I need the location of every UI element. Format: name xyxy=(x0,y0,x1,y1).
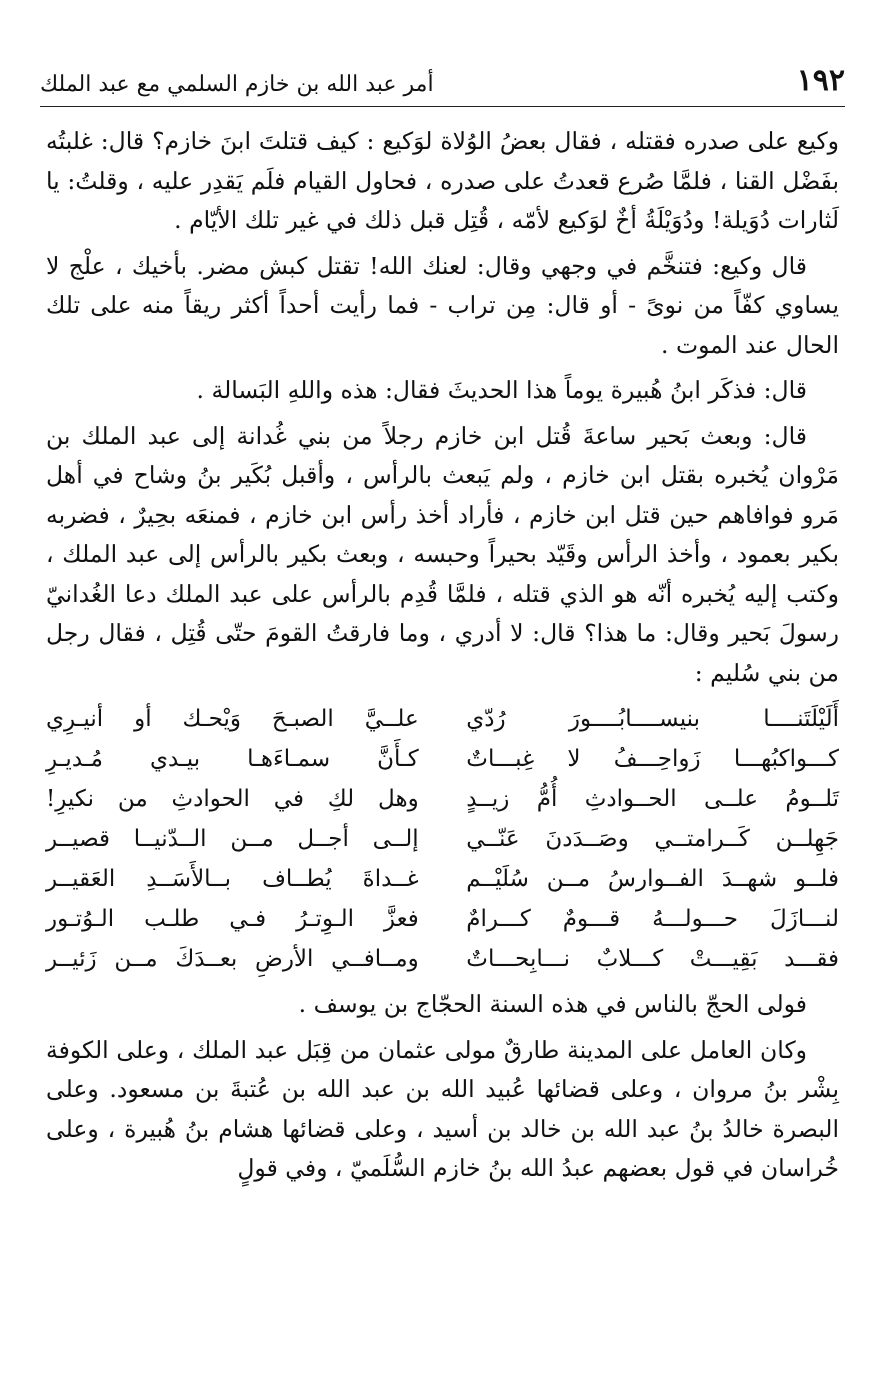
poem-first-hemistich: فقـــد بَقِيـــتْ كـــلابٌ نـــابِحـــاتٌ xyxy=(466,946,839,972)
page-number: ١٩٢ xyxy=(796,63,845,98)
poem-verse xyxy=(46,779,839,819)
poem-second-hemistich: كـأَنَّ سمـاءَهـا بيـدي مُـديـرِ xyxy=(46,746,419,772)
paragraph: وكيع على صدره فقتله ، فقال بعضُ الوُلاة لوَكيع : كيف قتلتَ ابنَ خازم؟ قال: غلبتُه بفَضْل القنا ، فلمَّا صُرع قعدتُ على صدره ، فحاول القيام فلَم يَقدِر عليه ، وقلتُ: يا لَثارات دُوَيلة! ودُوَيْلَةُ أخٌ لوَكيع لأمّه ، قُتِل قبل ذلك في غير تلك الأيّام . xyxy=(46,127,839,234)
poem-first-hemistich: كـــواكبُهـــا زَواحِـــفُ لا غِبـــاتٌ xyxy=(466,746,839,772)
poem-verse xyxy=(46,739,839,779)
poem-first-hemistich: لنـــازَلَ حـــولـــهُ قـــومٌ كـــرامٌ xyxy=(466,906,839,932)
poem-verse xyxy=(46,699,839,739)
poem-second-hemistich: غــداةَ يُطــاف بــالأَسَــدِ العَقيــر xyxy=(46,866,419,892)
paragraph: قال: وبعث بَحير ساعةَ قُتل ابن خازم رجلاً من بني غُدانة إلى عبد الملك بن مَرْوان يُخبره بقتل ابن خازم ، ولم يَبعث بالرأس ، وأقبل بُكَير بنُ وشاح في أهل مَرو فوافاهم حين قتل ابن خازم ، فأراد أخذ رأس ابن خازم ، فمنعَه بحِيرٌ ، فضربه بكير بعمود ، وأخذ الرأس وقَيّد بحيراً وحبسه ، وبعث بكير بالرأس إلى عبد الملك ، وكتب إليه يُخبره أنّه هو الذي قتله ، فلمَّا قُدِم بالرأس على عبد الملك دعا الغُدانيّ رسولَ بَحير وقال: ما هذا؟ قال: لا أدري ، وما فارقتُ القومَ حتّى قُتِل ، فقال رجل من بني سُليم : xyxy=(46,421,839,687)
poem-second-hemistich: إلــى أجــل مــن الــدّنيــا قصيــر xyxy=(46,826,419,852)
paragraph: فولى الحجّ بالناس في هذه السنة الحجّاج بن يوسف . xyxy=(298,990,807,1018)
poem-second-hemistich: ومــافــي الأرضِ بعــدَكَ مــن زَئيــر xyxy=(46,946,419,972)
poem-verse xyxy=(46,899,839,939)
poem-verse xyxy=(46,819,839,859)
poem-second-hemistich: علــيَّ الصبـحَ وَيْحـك أو أنيـرِي xyxy=(46,706,419,732)
poem-first-hemistich: أَلَيْلَتَنــــا بنيســــابُــــورَ رُدّي xyxy=(466,706,839,732)
header-rule xyxy=(40,106,845,107)
poem-verse xyxy=(46,939,839,979)
poem-first-hemistich: فلــو شهــدَ الفــوارسُ مــن سُلَيْــم xyxy=(466,866,839,892)
paragraph: قال: فذكَر ابنُ هُبيرة يوماً هذا الحديثَ فقال: هذه واللهِ البَسالة . xyxy=(196,376,807,404)
paragraph: وكان العامل على المدينة طارقٌ مولى عثمان من قِبَل عبد الملك ، وعلى الكوفة بِشْر بنُ مروان ، وعلى قضائها عُبيد الله بن عبد الله بن عُتبةَ بن مسعود. وعلى البصرة خالدُ بنُ عبد الله بن خالد بن أسيد ، وعلى قضائها هشام بنُ هُبيرة ، وعلى خُراسان في قول بعضهم عبدُ الله بنُ خازم السُّلَميّ ، وفي قولٍ xyxy=(46,1035,839,1182)
paragraph: قال وكيع: فتنخَّم في وجهي وقال: لعنك الله! تقتل كبش مضر. بأخيك ، علْج لا يساوي كفّاً من نوىً - أو قال: مِن تراب - فما رأيت أحداً أكثر ريقاً منه على تلك الحال عند الموت . xyxy=(46,251,839,359)
poem-verse xyxy=(46,859,839,899)
page-header xyxy=(40,52,845,96)
running-title: أمر عبد الله بن خازم السلمي مع عبد الملك xyxy=(40,72,434,97)
poem-first-hemistich: جَهِلــن كَــرامتــي وصَــدَدنَ عَنّــي xyxy=(466,826,839,852)
poem-second-hemistich: فعزَّ الـوِتـرُ فـي طلـب الـوُتـور xyxy=(46,906,419,932)
poem xyxy=(46,699,839,979)
poem-first-hemistich: تَلــومُ علــى الحــوادثِ أُمُّ زيــدٍ xyxy=(466,786,839,812)
body-text xyxy=(46,122,839,1195)
poem-second-hemistich: وهل لكِ في الحوادثِ من نكيرِ! xyxy=(46,786,419,812)
